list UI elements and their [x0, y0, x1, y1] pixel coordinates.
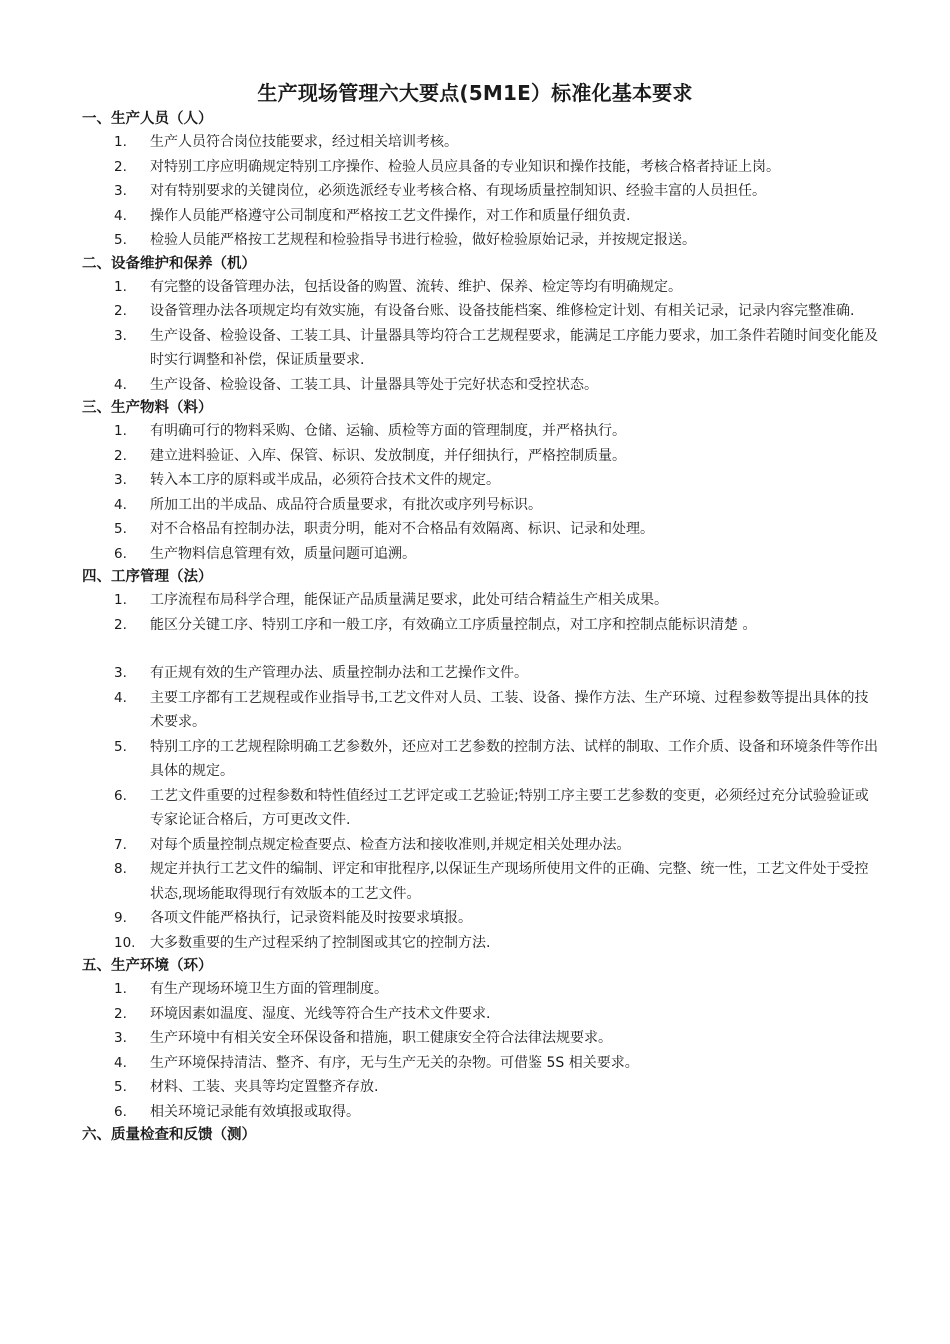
list-item — [82, 977, 882, 1002]
list-item — [82, 275, 882, 300]
list-item-number: 5. — [114, 1079, 127, 1095]
list-item-number: 3. — [114, 327, 127, 344]
list-item-text: 生产环境中有相关安全环保设备和措施，职工健康安全符合法律法规要求。 — [150, 1030, 612, 1046]
list-item-text: 特别工序的工艺规程除明确工艺参数外，还应对工艺参数的控制方法、试样的制取、工作介质、设备和环境条件等作出具体的规定。 — [150, 738, 878, 779]
list-item-number: 5. — [114, 232, 127, 248]
section-heading: 一、生产人员（人） — [82, 111, 213, 127]
document-body — [82, 108, 882, 1146]
list-item-text: 有正规有效的生产管理办法、质量控制办法和工艺操作文件。 — [150, 665, 528, 681]
list-item-number: 3. — [114, 665, 127, 681]
list-item-text: 生产人员符合岗位技能要求，经过相关培训考核。 — [150, 134, 458, 150]
list-item-number: 1. — [114, 592, 127, 608]
list-item-text: 设备管理办法各项规定均有效实施，有设备台账、设备技能档案、维修检定计划、有相关记录，记录内容完整准确. — [150, 303, 855, 319]
list-item — [82, 906, 882, 931]
list-item-number: 6. — [114, 545, 127, 562]
blank-line — [82, 637, 882, 661]
section-heading: 二、设备维护和保养（机） — [82, 255, 256, 272]
list-item — [82, 444, 882, 469]
list-item-number: 1. — [114, 278, 127, 295]
list-item — [82, 784, 882, 833]
list-item-text: 相关环境记录能有效填报或取得。 — [150, 1103, 360, 1120]
list-item-text: 有完整的设备管理办法，包括设备的购置、流转、维护、保养、检定等均有明确规定。 — [150, 278, 682, 295]
list-item-text: 工序流程布局科学合理，能保证产品质量满足要求，此处可结合精益生产相关成果。 — [150, 592, 668, 608]
list-item-text: 规定并执行工艺文件的编制、评定和审批程序,以保证生产现场所使用文件的正确、完整、统一性，工艺文件处于受控状态,现场能取得现行有效版本的工艺文件。 — [150, 861, 869, 902]
list-item-number: 6. — [114, 787, 127, 804]
list-item-text: 生产物料信息管理有效，质量问题可追溯。 — [150, 545, 416, 562]
list-item-number: 8. — [114, 861, 127, 877]
list-item — [82, 1002, 882, 1027]
list-item — [82, 1075, 882, 1100]
document-title: 生产现场管理六大要点(5M1E）标准化基本要求 — [257, 81, 693, 105]
list-item — [82, 931, 882, 956]
list-item-number: 3. — [114, 472, 127, 488]
list-item — [82, 1026, 882, 1051]
list-item-number: 2. — [114, 616, 127, 633]
list-item-text: 大多数重要的生产过程采纳了控制图或其它的控制方法. — [150, 934, 491, 951]
list-item-number: 4. — [114, 689, 127, 706]
list-item — [82, 299, 882, 324]
list-item-number: 4. — [114, 207, 127, 224]
list-item — [82, 493, 882, 518]
list-item-number: 6. — [114, 1103, 127, 1120]
section-heading: 五、生产环境（环） — [82, 958, 213, 974]
list-item — [82, 155, 882, 180]
list-item — [82, 542, 882, 567]
list-item-number: 5. — [114, 521, 127, 537]
list-item — [82, 228, 882, 253]
list-item-text: 环境因素如温度、湿度、光线等符合生产技术文件要求. — [150, 1005, 491, 1022]
list-item — [82, 588, 882, 613]
section — [82, 955, 882, 1124]
list-item — [82, 1051, 882, 1076]
list-item-text: 各项文件能严格执行，记录资料能及时按要求填报。 — [150, 910, 472, 926]
list-item-number: 4. — [114, 496, 127, 513]
list-item-number: 1. — [114, 981, 127, 997]
list-item-number: 3. — [114, 1030, 127, 1046]
list-item-text: 操作人员能严格遵守公司制度和严格按工艺文件操作，对工作和质量仔细负责. — [150, 207, 631, 224]
list-item — [82, 517, 882, 542]
list-item — [82, 613, 882, 638]
section — [82, 253, 882, 398]
section — [82, 566, 882, 955]
list-item-number: 2. — [114, 1005, 127, 1022]
section — [82, 1124, 882, 1146]
section — [82, 108, 882, 253]
list-item-text: 能区分关键工序、特别工序和一般工序，有效确立工序质量控制点，对工序和控制点能标识清楚 。 — [150, 616, 757, 633]
list-item-text: 主要工序都有工艺规程或作业指导书,工艺文件对人员、工装、设备、操作方法、生产环境、过程参数等提出具体的技术要求。 — [150, 689, 869, 730]
list-item-text: 所加工出的半成品、成品符合质量要求，有批次或序列号标识。 — [150, 496, 542, 513]
list-item-text: 对特别工序应明确规定特别工序操作、检验人员应具备的专业知识和操作技能，考核合格者持证上岗。 — [150, 158, 780, 175]
list-item-text: 检验人员能严格按工艺规程和检验指导书进行检验，做好检验原始记录，并按规定报送。 — [150, 232, 696, 248]
list-item-number: 2. — [114, 447, 127, 464]
list-item-text: 生产设备、检验设备、工装工具、计量器具等处于完好状态和受控状态。 — [150, 376, 598, 393]
list-item-number: 2. — [114, 303, 127, 319]
list-item-number: 4. — [114, 376, 127, 393]
list-item — [82, 419, 882, 444]
list-item — [82, 130, 882, 155]
list-item-number: 2. — [114, 158, 127, 175]
list-item-text: 工艺文件重要的过程参数和特性值经过工艺评定或工艺验证;特别工序主要工艺参数的变更，必须经过充分试验验证或专家论证合格后，方可更改文件. — [150, 787, 869, 828]
list-item-text: 材料、工装、夹具等均定置整齐存放. — [150, 1079, 379, 1095]
list-item — [82, 857, 882, 906]
list-item — [82, 1100, 882, 1125]
list-item-number: 9. — [114, 910, 127, 926]
list-item-text: 有明确可行的物料采购、仓储、运输、质检等方面的管理制度，并严格执行。 — [150, 423, 626, 439]
list-item-text: 对每个质量控制点规定检查要点、检查方法和接收准则,并规定相关处理办法。 — [150, 836, 631, 853]
list-item-number: 10. — [114, 934, 136, 951]
section-heading: 四、工序管理（法） — [82, 569, 213, 585]
list-item — [82, 204, 882, 229]
list-item-number: 5. — [114, 738, 127, 755]
list-item-number: 1. — [114, 423, 127, 439]
list-item — [82, 324, 882, 373]
list-item — [82, 686, 882, 735]
list-item-text: 生产环境保持清洁、整齐、有序，无与生产无关的杂物。可借鉴 5S 相关要求。 — [150, 1054, 639, 1071]
list-item — [82, 735, 882, 784]
list-item-number: 7. — [114, 836, 127, 853]
list-item-text: 转入本工序的原料或半成品，必须符合技术文件的规定。 — [150, 472, 500, 488]
list-item — [82, 661, 882, 686]
list-item — [82, 468, 882, 493]
list-item — [82, 833, 882, 858]
list-item-number: 3. — [114, 183, 127, 199]
section-heading: 三、生产物料（料） — [82, 400, 213, 416]
list-item-text: 有生产现场环境卫生方面的管理制度。 — [150, 981, 388, 997]
list-item — [82, 179, 882, 204]
section-heading: 六、质量检查和反馈（测） — [82, 1127, 256, 1143]
list-item-text: 对有特别要求的关键岗位，必须选派经专业考核合格、有现场质量控制知识、经验丰富的人员担任。 — [150, 183, 766, 199]
list-item-text: 生产设备、检验设备、工装工具、计量器具等均符合工艺规程要求，能满足工序能力要求，加工条件若随时间变化能及时实行调整和补偿，保证质量要求. — [150, 327, 878, 368]
list-item-text: 对不合格品有控制办法，职责分明，能对不合格品有效隔离、标识、记录和处理。 — [150, 521, 654, 537]
list-item-text: 建立进料验证、入库、保管、标识、发放制度，并仔细执行，严格控制质量。 — [150, 447, 626, 464]
section — [82, 397, 882, 566]
list-item — [82, 373, 882, 398]
list-item-number: 4. — [114, 1054, 127, 1071]
list-item-number: 1. — [114, 134, 127, 150]
